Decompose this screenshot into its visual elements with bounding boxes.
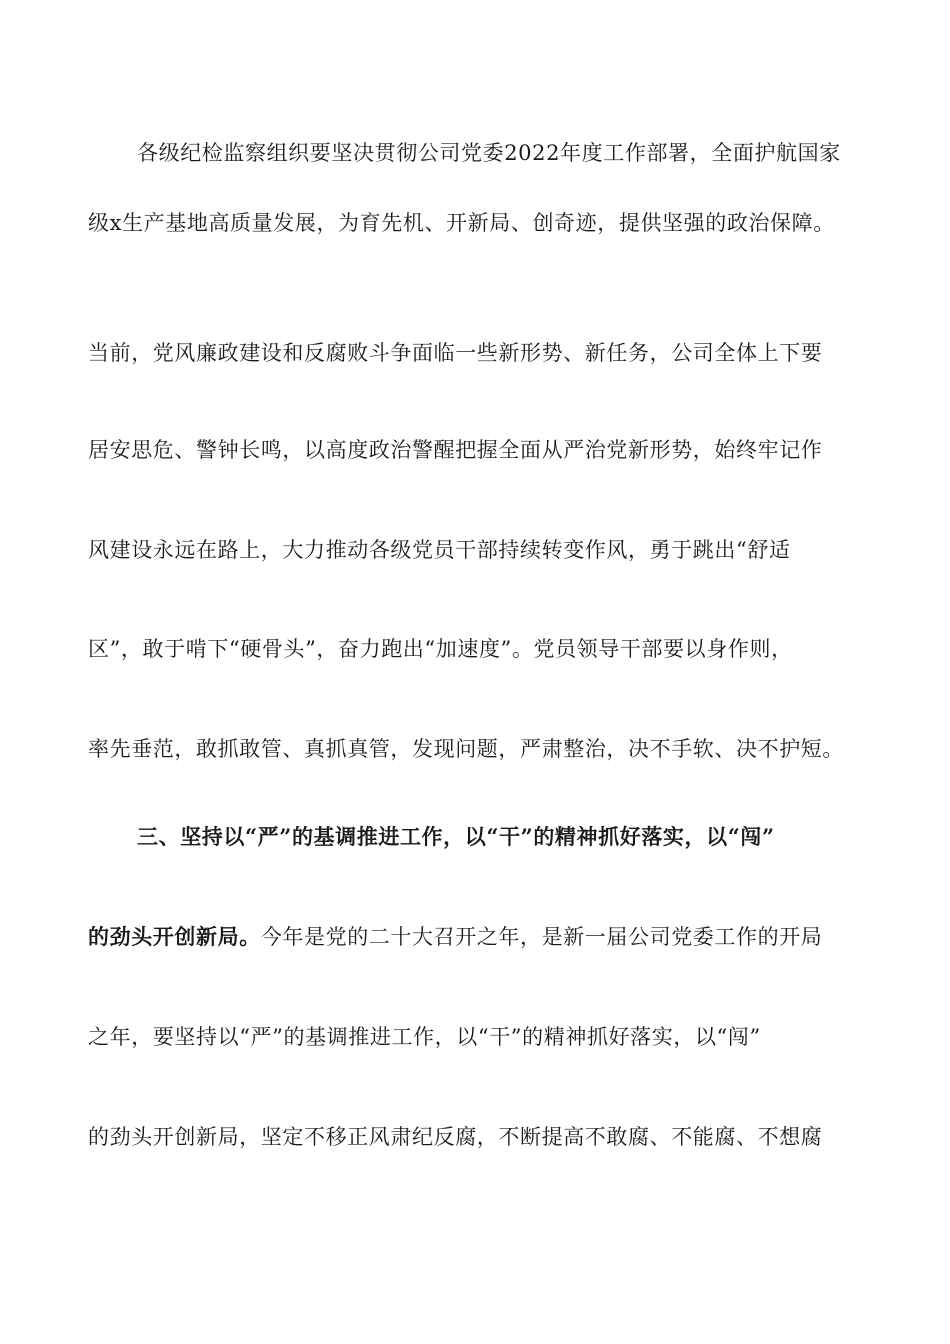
paragraph-2-line-2: 之年，要坚持以“严”的基调推进工作，以“干”的精神抓好落实，以“闯” bbox=[88, 1025, 761, 1049]
paragraph-2-line-3: 的劲头开创新局，坚定不移正风肃纪反腐，不断提高不敢腐、不能腐、不想腐 bbox=[88, 1125, 823, 1149]
paragraph-1-line-4: 居安思危、警钟长鸣，以高度政治警醒把握全面从严治党新形势，始终牢记作 bbox=[88, 438, 823, 462]
paragraph-1-line-1: 各级纪检监察组织要坚决贯彻公司党委2022年度工作部署，全面护航国家 bbox=[137, 141, 841, 165]
section-heading-3-tail: 的劲头开创新局。 bbox=[88, 924, 261, 949]
paragraph-1-line-5: 风建设永远在路上，大力推动各级党员干部持续转变作风，勇于跳出“舒适 bbox=[88, 538, 791, 562]
paragraph-1-line-3: 当前，党风廉政建设和反腐败斗争面临一些新形势、新任务，公司全体上下要 bbox=[88, 341, 823, 365]
paragraph-2-line-1-text: 今年是党的二十大召开之年，是新一届公司党委工作的开局 bbox=[260, 925, 823, 949]
section-heading-3: 三、坚持以“严”的基调推进工作，以“干”的精神抓好落实，以“闯” bbox=[137, 824, 775, 849]
paragraph-1-line-2: 级x生产基地高质量发展，为育先机、开新局、创奇迹，提供坚强的政治保障。 bbox=[88, 211, 835, 235]
paragraph-1-line-7: 率先垂范，敢抓敢管、真抓真管，发现问题，严肃整治，决不手软、决不护短。 bbox=[88, 737, 844, 761]
paragraph-1-line-6: 区”，敢于啃下“硬骨头”，奋力跑出“加速度”。党员领导干部要以身作则， bbox=[88, 637, 793, 661]
paragraph-2-line-1 bbox=[88, 922, 888, 952]
